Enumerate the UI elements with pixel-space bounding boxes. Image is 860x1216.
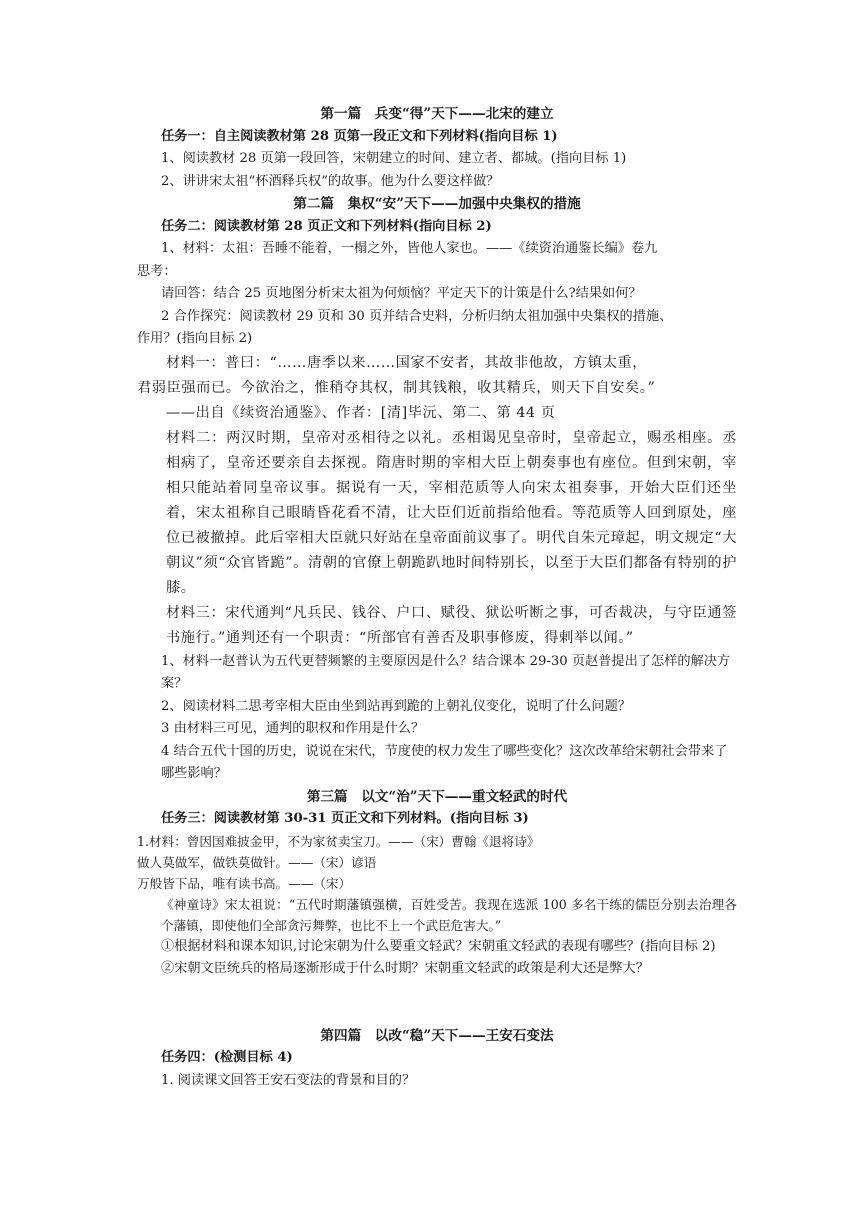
section-heading-4: 第四篇 以改“稳”天下——王安石变法 xyxy=(320,1027,554,1044)
task-2-title: 任务二：阅读教材第 28 页正文和下列材料(指向目标 2) xyxy=(161,218,492,234)
task-1-question-1: 1、阅读教材 28 页第一段回答，宋朝建立的时间、建立者、都城。(指向目标 1) xyxy=(161,151,627,166)
task-2-cooperative-inquiry: 2 合作探究：阅读教材 29 页和 30 页并结合史料，分析归纳太祖加强中央集权的措施、 xyxy=(161,308,673,324)
task-2-material: 1、材料：太祖：吾睡不能着，一榻之外，皆他人家也。——《续资治通鉴长编》卷九 xyxy=(161,241,658,256)
task-3-question-1: ①根据材料和课本知识,讨论宋朝为什么要重文轻武？宋朝重文轻武的表现有哪些？(指向目标 2) xyxy=(161,938,716,954)
material-3: 材料三：宋代通判“凡兵民、钱谷、户口、赋役、狱讼听断之事，可否裁决，与守臣通签书施行。”通判还有一个职责：“所部官有善否及职事修废，得剌举以闻。” xyxy=(166,604,737,646)
material-1-cont: 君弱臣强而已。今欲治之，惟稍夺其权，制其钱粮，收其精兵，则天下自安矣。” xyxy=(137,379,656,396)
task-4-question-1: 1. 阅读课文回答王安石变法的背景和目的？ xyxy=(161,1072,416,1088)
section-heading-3: 第三篇 以文“治”天下——重文轻武的时代 xyxy=(306,788,568,805)
section-heading-2: 第二篇 集权“安”天下——加强中央集权的措施 xyxy=(293,196,581,212)
task-2-answer-prompt: 请回答：结合 25 页地图分析宋太祖为何烦恼？平定天下的计策是什么?结果如何？ xyxy=(161,286,642,301)
task-3-title: 任务三：阅读教材第 30-31 页正文和下列材料。(指向目标 3) xyxy=(161,811,529,826)
task-2-question-1: 1、材料一赵普认为五代更替频繁的主要原因是什么？结合课本 29-30 页赵普提出了怎样的解决方案？ xyxy=(161,653,731,691)
task-3-material-3: 万般皆下品，唯有读书高。——（宋） xyxy=(137,875,352,891)
task-3-material-4: 《神童诗》宋太祖说：“五代时期藩镇强横，百姓受苦。我现在选派 100 多名干练的儒臣分别去治理各个藩镇，即使他们全部贪污舞弊，也比不上一个武臣危害大。” xyxy=(161,896,737,933)
material-2: 材料二：两汉时期，皇帝对丞相待之以礼。丞相谒见皇帝时，皇帝起立，赐丞相座。丞相病了，皇帝还要亲自去探视。隋唐时期的宰相大臣上朝奏事也有座位。但到宋朝，宰相只能站着同皇帝议事。据说有一天，宰相范质等人向宋太祖奏事，开始大臣们还坐着，宋太祖称自己眼睛昏花看不清，让大臣们近前指给他看。等范质等人回到原处，座位已被撤掉。此后宰相大臣就只好站在皇帝面前议事了。明代自朱元璋起，明文规定“大朝议”须“众官皆跪”。清朝的官僚上朝跪趴地时间特别长，以至于大臣们都备有特别的护膝。 xyxy=(166,429,737,596)
task-3-material-1: 1.材料：曾因国难披金甲，不为家贫卖宝刀。——（宋）曹翰《退将诗》 xyxy=(137,833,540,849)
section-heading-1: 第一篇 兵变“得”天下——北宋的建立 xyxy=(320,106,554,122)
material-1: 材料一：普曰：“……唐季以来……国家不安者，其故非他故，方镇太重， xyxy=(166,354,648,371)
task-2-cooperative-inquiry-cont: 作用？(指向目标 2) xyxy=(137,331,253,346)
task-1-title: 任务一：自主阅读教材第 28 页第一段正文和下列材料(指向目标 1) xyxy=(161,128,558,144)
task-2-question-3: 3 由材料三可见，通判的职权和作用是什么？ xyxy=(161,721,425,736)
task-2-question-2: 2、阅读材料二思考宰相大臣由坐到站再到跪的上朝礼仪变化，说明了什么问题？ xyxy=(161,698,631,714)
task-2-question-4: 4 结合五代十国的历史，说说在宋代，节度使的权力发生了哪些变化？这次改革给宋朝社会带来了哪些影响？ xyxy=(161,743,728,781)
task-4-title: 任务四：(检测目标 4) xyxy=(161,1050,293,1065)
spacer xyxy=(137,981,737,1025)
task-3-material-2: 做人莫做军，做铁莫做针。——（宋）谚语 xyxy=(137,854,377,870)
task-2-think-label: 思考： xyxy=(137,263,177,279)
material-1-source: ——出自《续资治通鉴》、作者：[清]毕沅、第二、第 44 页 xyxy=(166,404,556,421)
task-3-question-2: ②宋朝文臣统兵的格局逐渐形成于什么时期？宋朝重文轻武的政策是利大还是弊大？ xyxy=(161,961,649,976)
task-1-question-2: 2、讲讲宋太祖“杯酒释兵权”的故事。他为什么要这样做？ xyxy=(161,173,500,189)
document-body xyxy=(137,103,737,1092)
